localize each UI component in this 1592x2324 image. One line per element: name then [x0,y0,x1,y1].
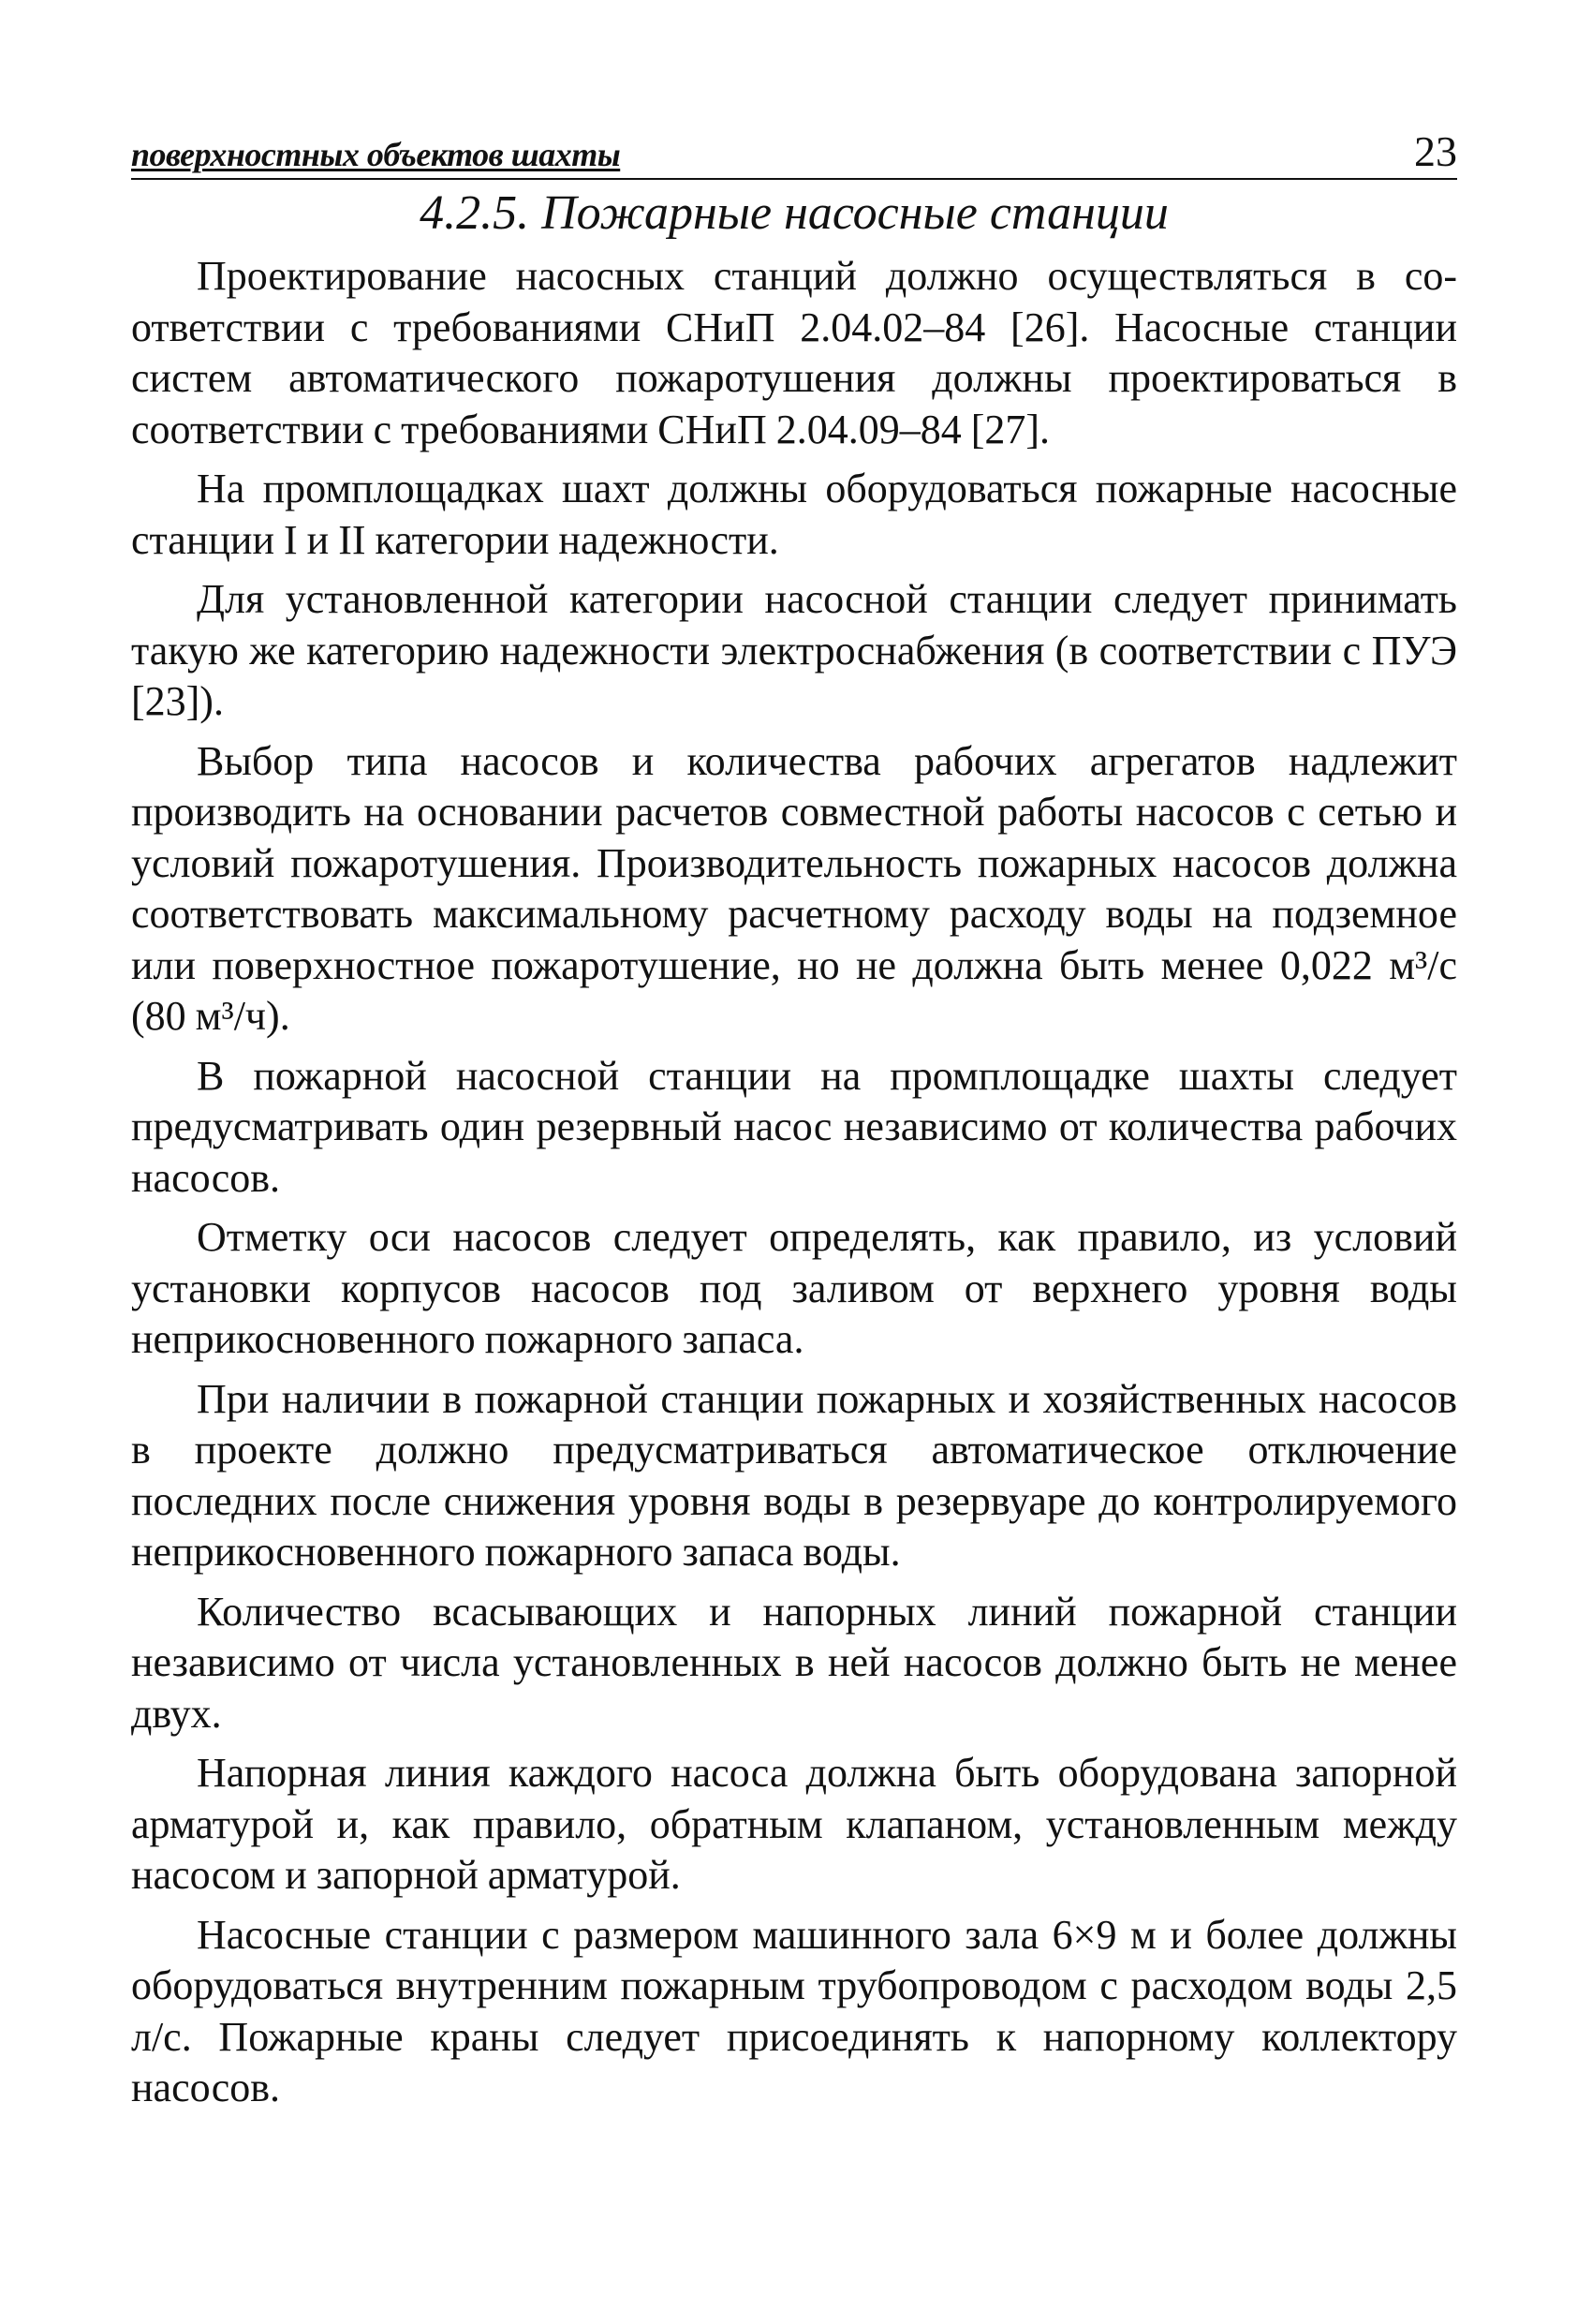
running-title: поверхностных объектов шахты [131,136,621,173]
section-heading: 4.2.5. Пожарные насосные станции [420,186,1169,240]
paragraph: На промплощадках шахт должны оборудоваться пожарные насосные станции I и II категории надежности. [131,466,1457,563]
paragraph: Насосные станции с размером машинного зала 6×9 м и более должны оборудоваться внутренним пожарным трубопроводом с расходом воды 2,5 л/с. Пожарные краны следует присоединять к напорному коллектору насосов. [131,1911,1457,2110]
paragraph: В пожарной насосной станции на промплощадке шахты следует предусматривать один резервный насос независимо от количества рабочих насосов. [131,1052,1457,1201]
paragraph: Отметку оси насосов следует определять, как правило, из условий установки корпусов насосов под заливом от верхнего уровня воды неприкосновенного пожарного запаса. [131,1214,1457,1362]
paragraph: Выбор типа насосов и количества рабочих агрегатов надлежит производить на основании расчетов совместной работы насосов с сетью и условий пожаротушения. Производительность пожарных насосов должна соответствовать максимальному расчетному расходу воды на подземное или поверхностное пожаротушение, но не должна быть менее 0,022 м³/с (80 м³/ч). [131,737,1457,1039]
body-text [131,251,1457,2123]
running-header [131,127,1457,180]
paragraph: Напорная линия каждого насоса должна быть оборудована запорной арматурой и, как правило, обратным клапаном, установленным между насосом и запорной арматурой. [131,1750,1457,1898]
paragraph: Для установленной категории насосной станции следует принимать такую же категорию надежности электроснабжения (в соответствии с ПУЭ [23]). [131,576,1457,724]
page-number: 23 [1414,127,1457,175]
paragraph: Количество всасывающих и напорных линий пожарной станции независимо от числа установленных в ней насосов должно быть не менее двух. [131,1588,1457,1737]
paragraph: Проектирование насосных станций должно осуществляться в соответствии с требованиями СНиП 2.04.02–84 [26]. Насосные станции систем автоматического пожаротушения должны проектироваться в соответствии с требованиями СНиП 2.04.09–84 [27]. [131,253,1457,452]
paragraph: При наличии в пожарной станции пожарных и хозяйственных насосов в проекте должно предусматриваться автоматическое отключение последних после снижения уровня воды в резервуаре до контролируемого неприкосновенного пожарного запаса воды. [131,1375,1457,1575]
